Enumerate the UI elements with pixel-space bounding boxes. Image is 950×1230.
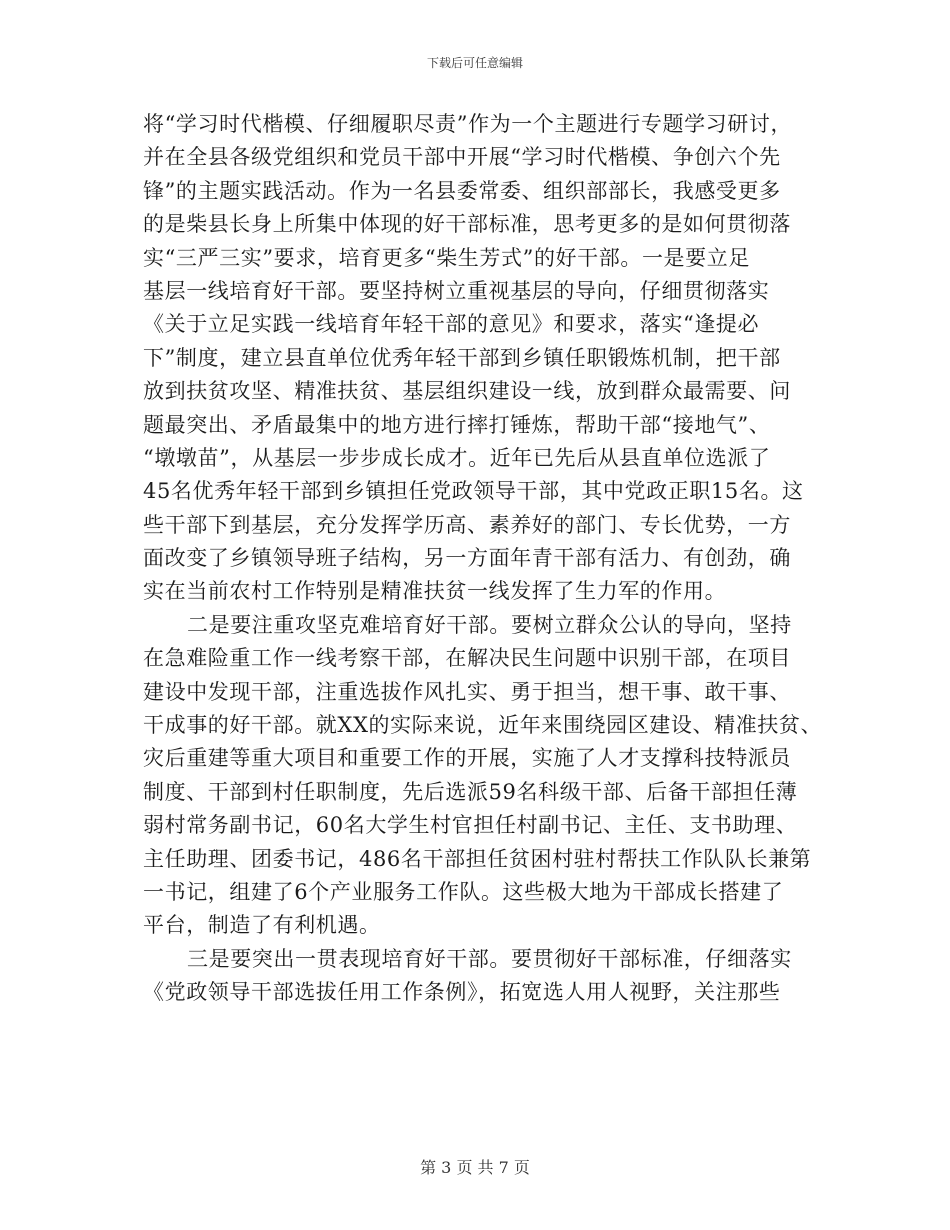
- paragraph: [143, 108, 811, 609]
- text-line: 基层一线培育好干部。要坚持树立重视基层的导向，仔细贯彻落实: [143, 278, 770, 303]
- text-line: 锋”的主题实践活动。作为一名县委常委、组织部部长，我感受更多: [143, 178, 781, 203]
- text-line: 三是要突出一贯表现培育好干部。要贯彻好干部标准，仔细落实: [187, 946, 792, 971]
- text-line: 制度、干部到村任职制度，先后选派59名科级干部、后备干部担任薄: [143, 779, 798, 804]
- page-footer: 第 3 页 共 7 页: [420, 1158, 530, 1177]
- text-line: 干成事的好干部。就XX的实际来说，近年来围绕园区建设、精准扶贫、: [143, 713, 823, 738]
- paragraph: [143, 943, 811, 1010]
- text-line: 题最突出、矛盾最集中的地方进行摔打锤炼，帮助干部“接地气”、: [143, 412, 771, 437]
- text-line: 实在当前农村工作特别是精准扶贫一线发挥了生力军的作用。: [143, 579, 727, 604]
- text-line: 《党政领导干部选拔任用工作条例》，拓宽选人用人视野，关注那些: [143, 980, 781, 1005]
- text-line: 并在全县各级党组织和党员干部中开展“学习时代楷模、争创六个先: [143, 145, 781, 170]
- text-line: 《关于立足实践一线培育年轻干部的意见》和要求，落实“逢提必: [143, 312, 760, 337]
- text-line: 些干部下到基层，充分发挥学历高、素养好的部门、专长优势，一方: [143, 512, 791, 537]
- text-line: 实“三严三实”要求，培育更多“柴生芳式”的好干部。一是要立足: [143, 245, 750, 270]
- text-line: 平台，制造了有利机遇。: [143, 913, 381, 938]
- text-line: 二是要注重攻坚克难培育好干部。要树立群众公认的导向，坚持: [187, 612, 792, 637]
- text-line: 下”制度，建立县直单位优秀年轻干部到乡镇任职锻炼机制，把干部: [143, 345, 781, 370]
- text-line: 的是柴县长身上所集中体现的好干部标准，思考更多的是如何贯彻落: [143, 212, 791, 237]
- paragraph: [143, 609, 823, 943]
- text-line: 灾后重建等重大项目和重要工作的开展，实施了人才支撑科技特派员: [143, 746, 791, 771]
- text-line: 放到扶贫攻坚、精准扶贫、基层组织建设一线，放到群众最需要、问: [143, 379, 791, 404]
- text-line: 主任助理、团委书记，486名干部担任贫困村驻村帮扶工作队队长兼第: [143, 846, 812, 871]
- text-line: 45名优秀年轻干部到乡镇担任党政领导干部，其中党政正职15名。这: [143, 479, 804, 504]
- text-line: 在急难险重工作一线考察干部，在解决民生问题中识别干部，在项目: [143, 646, 791, 671]
- page-header: 下载后可任意编辑: [426, 56, 523, 70]
- text-line: 弱村常务副书记，60名大学生村官担任村副书记、主任、支书助理、: [143, 813, 798, 838]
- body-text: [143, 108, 823, 1010]
- text-line: 一书记，组建了6个产业服务工作队。这些极大地为干部成长搭建了: [143, 879, 784, 904]
- text-line: 建设中发现干部，注重选拔作风扎实、勇于担当，想干事、敢干事、: [143, 679, 791, 704]
- text-line: 将“学习时代楷模、仔细履职尽责”作为一个主题进行专题学习研讨，: [143, 112, 793, 136]
- text-line: “墩墩苗”，从基层一步步成长成才。近年已先后从县直单位选派了: [143, 445, 771, 470]
- text-line: 面改变了乡镇领导班子结构，另一方面年青干部有活力、有创劲，确: [143, 546, 791, 571]
